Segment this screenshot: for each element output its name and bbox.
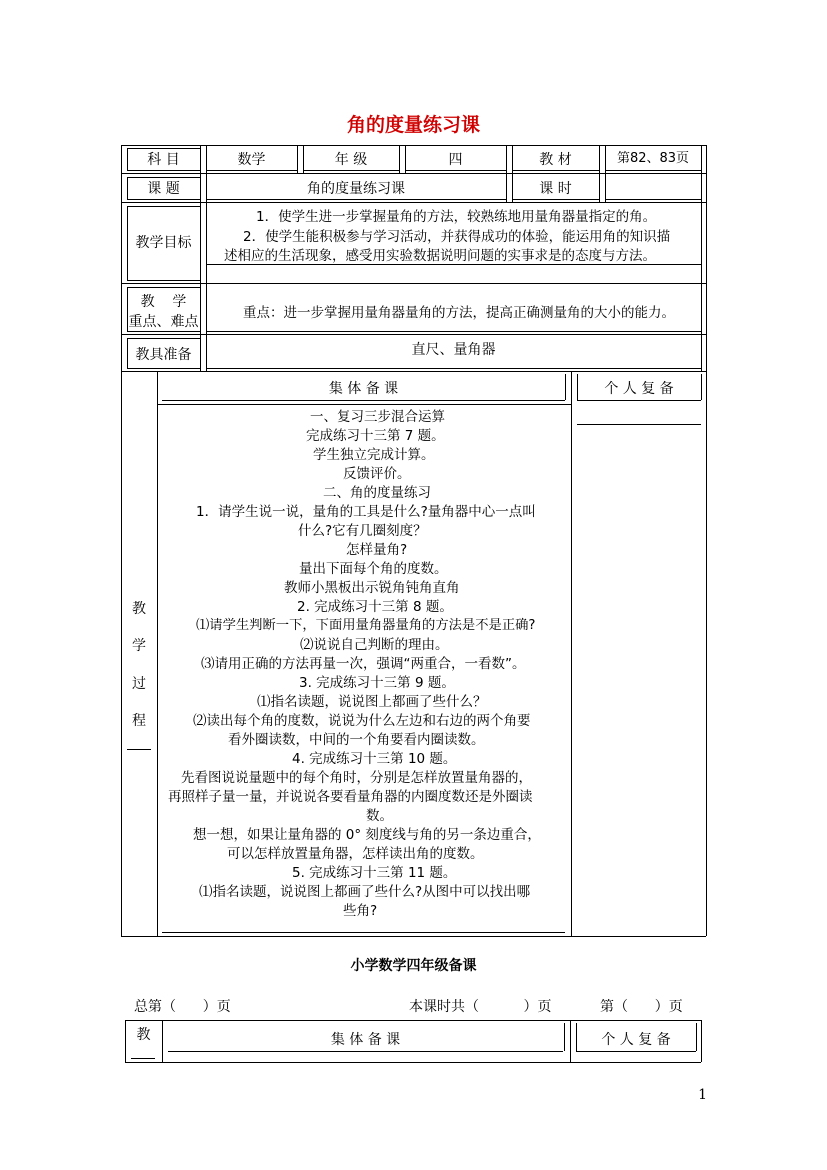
grade-value: 四 xyxy=(448,152,463,168)
process-line: 什么?它有几圈刻度？ xyxy=(298,523,427,539)
page-number: 1 xyxy=(698,1087,707,1103)
process-line: ⑴指名读题，说说图上都画了些什么?从图中可以找出哪 xyxy=(199,884,531,900)
table2-label: 教 xyxy=(136,1027,151,1043)
process-line: 二、角的度量练习 xyxy=(323,485,431,501)
group-prep-header: 集 体 备 课 xyxy=(328,381,399,397)
subject-value: 数学 xyxy=(237,152,266,168)
document-title: 角的度量练习课 xyxy=(346,114,480,136)
key-label-2: 重点、难点 xyxy=(128,314,199,330)
process-line: 数。 xyxy=(366,808,393,824)
process-line: 2. 完成练习十三第 8 题。 xyxy=(297,599,453,615)
process-line: 1．请学生说一说，量角的工具是什么?量角器中心一点叫 xyxy=(196,504,536,520)
goals-label: 教学目标 xyxy=(135,235,192,251)
tools-label: 教具准备 xyxy=(135,347,192,363)
goal-line-3: 述相应的生活现象，感受用实验数据说明问题的实事求是的态度与方法。 xyxy=(224,248,656,264)
process-line: 怎样量角? xyxy=(346,542,408,558)
hours-label: 课 时 xyxy=(539,181,572,197)
lesson-page-counter: 本课时共（ ）页 xyxy=(409,999,552,1015)
goal-line-2: 2．使学生能积极参与学习活动，并获得成功的体验，能运用角的知识描 xyxy=(243,229,671,245)
process-line: 完成练习十三第 7 题。 xyxy=(306,428,445,444)
process-line: 反馈评价。 xyxy=(343,466,411,482)
process-line: ⑴指名读题，说说图上都画了些什么？ xyxy=(257,694,487,710)
process-line: 些角? xyxy=(343,903,378,919)
process-line: 看外圈读数，中间的一个角要看内圈读数。 xyxy=(228,732,485,748)
goal-line-1: 1．使学生进一步掌握量角的方法，较熟练地用量角器量指定的角。 xyxy=(256,209,657,225)
process-line: ⑶请用正确的方法再量一次，强调“两重合，一看数”。 xyxy=(201,656,526,672)
topic-value: 角的度量练习课 xyxy=(307,181,405,197)
textbook-value: 第82、83页 xyxy=(616,151,690,166)
process-line: ⑵说说自己判断的理由。 xyxy=(300,637,449,653)
subject-label: 科 目 xyxy=(147,152,180,168)
page-counter: 第（ ）页 xyxy=(600,999,683,1015)
process-label-4: 程 xyxy=(132,713,146,729)
total-page-counter: 总第（ ）页 xyxy=(134,999,231,1015)
key-text: 重点：进一步掌握用量角器量角的方法，提高正确测量角的大小的能力。 xyxy=(243,305,675,321)
grade-label: 年 级 xyxy=(334,152,368,168)
process-label-1: 教 xyxy=(132,601,146,617)
process-line: 5. 完成练习十三第 11 题。 xyxy=(292,865,457,881)
table2-group-header: 集 体 备 课 xyxy=(330,1032,401,1048)
process-line: 3. 完成练习十三第 9 题。 xyxy=(299,675,455,691)
process-line: 一、复习三步混合运算 xyxy=(310,409,445,425)
process-line: 想一想，如果让量角器的 0° 刻度线与角的另一条边重合， xyxy=(193,827,541,843)
key-label-1: 教 学 xyxy=(140,294,187,310)
process-label-3: 过 xyxy=(132,676,146,692)
textbook-label: 教 材 xyxy=(539,152,572,168)
process-line: 教师小黑板出示锐角钝角直角 xyxy=(284,580,460,596)
personal-prep-header: 个 人 复 备 xyxy=(604,381,674,397)
process-line: 量出下面每个角的度数。 xyxy=(299,561,448,577)
process-line: 再照样子量一量，并说说各要看量角器的内圈度数还是外圈读 xyxy=(168,789,533,805)
process-line: 4. 完成练习十三第 10 题。 xyxy=(292,751,457,767)
subtitle: 小学数学四年级备课 xyxy=(350,958,477,974)
table2-personal-header: 个 人 复 备 xyxy=(601,1032,671,1048)
tools-value: 直尺、量角器 xyxy=(411,342,496,358)
topic-label: 课 题 xyxy=(147,181,180,197)
process-line: 学生独立完成计算。 xyxy=(313,447,435,463)
process-line: ⑴请学生判断一下，下面用量角器量角的方法是不是正确? xyxy=(196,618,536,633)
process-line: 先看图说说量题中的每个角时，分别是怎样放置量角器的， xyxy=(181,770,532,786)
process-label-2: 学 xyxy=(132,638,146,654)
process-line: ⑵读出每个角的度数，说说为什么左边和右边的两个角要 xyxy=(193,713,531,729)
process-line: 可以怎样放置量角器，怎样读出角的度数。 xyxy=(227,846,484,862)
